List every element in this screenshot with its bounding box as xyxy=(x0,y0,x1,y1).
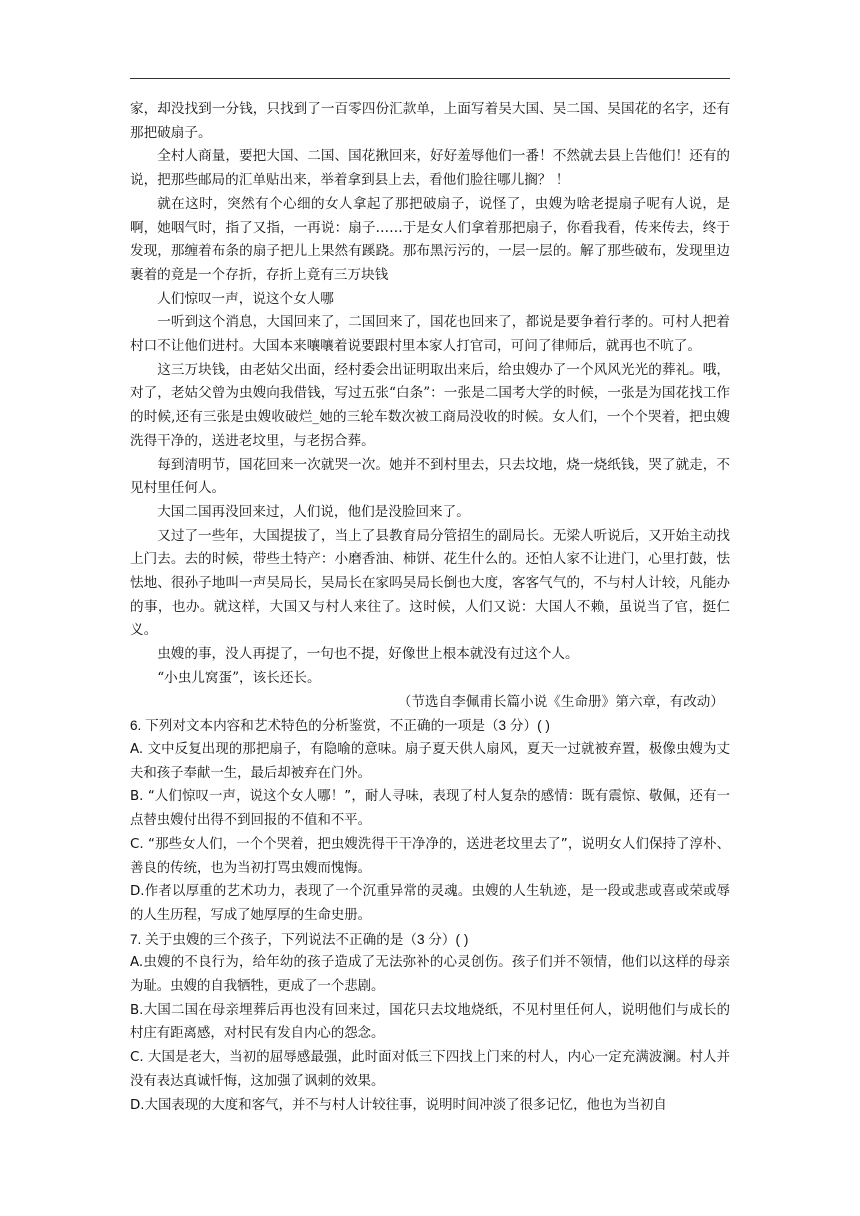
option-a: A. 文中反复出现的那把扇子，有隐喻的意味。扇子夏天供人扇风，夏天一过就被弃置，极像虫嫂为丈夫和孩子奉献一生，最后却被弃在门外。 xyxy=(130,741,730,781)
option-d: D.作者以厚重的艺术功力，表现了一个沉重异常的灵魂。虫嫂的人生轨迹，是一段或悲或喜或荣或辱的人生历程，写成了她厚厚的生命史册。 xyxy=(130,884,730,923)
passage-paragraph: 就在这时，突然有个心细的女人拿起了那把破扇子，说怪了，虫嫂为啥老提扇子呢有人说，是啊，她咽气时，指了又指，一再说：扇子……于是女人们拿着那把扇子，你看我看，传来传去，终于发现，那缠着布条的扇子把儿上果然有蹊跷。那布黑污污的，一层一层的。解了那些破布，发现里边裹着的竟是一个存折，存折上竟有三万块钱 xyxy=(130,195,730,283)
question-stem: 7. 关于虫嫂的三个孩子，下列说法不正确的是（3 分）( ) xyxy=(130,931,469,947)
option-c: C. “那些女人们，一个个哭着，把虫嫂洗得干干净净的，送进老坟里去了”，说明女人们保持了淳朴、善良的传统，也为当初打骂虫嫂而愧悔。 xyxy=(130,836,730,876)
passage-paragraph: 家，却没找到一分钱，只找到了一百零四份汇款单，上面写着吴大国、吴二国、吴国花的名字，还有那把破扇子。 xyxy=(130,101,730,141)
question-7 xyxy=(130,928,730,1118)
question-6 xyxy=(130,714,730,927)
passage-paragraph: 这三万块钱，由老姑父出面，经村委会出证明取出来后，给虫嫂办了一个风风光光的葬礼。哦，对了，老姑父曾为虫嫂向我借钱，写过五张“白条”：一张是二国考大学的时候，一张是为国花找工作的时候,还有三张是虫嫂收破烂_她的三轮车数次被工商局没收的时候。女人们，一个个哭着，把虫嫂洗得干净的，送进老坟里，与老拐合葬。 xyxy=(130,361,730,449)
passage-paragraph: 又过了一些年，大国提拔了，当上了县教育局分管招生的副局长。无梁人听说后，又开始主动找上门去。去的时候，带些土特产：小磨香油、柿饼、花生什么的。还怕人家不让进门，心里打鼓，怯怯地、很孙子地叫一声吴局长，吴局长在家吗吴局长倒也大度，客客气气的，不与村人计较，凡能办的事，也办。就这样，大国又与村人来往了。这时候，人们又说：大国人不赖，虽说当了官，挺仁义。 xyxy=(130,527,730,639)
passage-paragraph: 每到清明节，国花回来一次就哭一次。她并不到村里去，只去坟地，烧一烧纸钱，哭了就走，不见村里任何人。 xyxy=(130,456,730,497)
option-a: A.虫嫂的不良行为，给年幼的孩子造成了无法弥补的心灵创伤。孩子们并不领情，他们以这样的母亲为耻。虫嫂的自我牺牲，更成了一个悲剧。 xyxy=(130,955,730,995)
option-b: B. “人们惊叹一声，说这个女人哪！”，耐人寻味，表现了村人复杂的感情：既有震惊、敬佩，还有一点替虫嫂付出得不到回报的不值和不平。 xyxy=(130,789,730,829)
option-c: C. 大国是老大，当初的屈辱感最强，此时面对低三下四找上门来的村人，内心一定充满波澜。村人并没有表达真诚忏悔，这加强了讽刺的效果。 xyxy=(130,1050,730,1089)
passage-paragraph: 全村人商量，要把大国、二国、国花揪回来，好好羞辱他们一番！不然就去县上告他们！还有的说，把那些邮局的汇单贴出来，举着拿到县上去，看他们脸往哪儿搁？ ！ xyxy=(130,148,730,189)
passage xyxy=(130,98,730,691)
question-stem: 6. 下列对文本内容和艺术特色的分析鉴赏，不正确的一项是（3 分）( ) xyxy=(130,718,550,734)
option-d: D.大国表现的大度和客气，并不与村人计较往事，说明时间冲淡了很多记忆，他也为当初自 xyxy=(130,1097,667,1113)
source-citation: （节选自李佩甫长篇小说《生命册》第六章，有改动） xyxy=(397,693,724,710)
passage-paragraph: 一听到这个消息，大国回来了，二国回来了，国花也回来了，都说是要争着行孝的。可村人把着村口不让他们进村。大国本来嚷嚷着说要跟村里本家人打官司，可问了律师后，就再也不吭了。 xyxy=(130,314,730,355)
passage-paragraph: 虫嫂的事，没人再提了，一句也不提，好像世上根本就没有过这个人。 xyxy=(157,646,579,663)
passage-paragraph: 人们惊叹一声，说这个女人哪 xyxy=(157,290,334,307)
option-b: B.大国二国在母亲埋葬后再也没有回来过，国花只去坟地烧纸，不见村里任何人，说明他们与成长的村庄有距离感，对村民有发自内心的怨念。 xyxy=(130,1002,730,1042)
document-body xyxy=(130,98,730,1117)
passage-paragraph: 大国二国再没回来过，人们说，他们是没脸回来了。 xyxy=(157,503,470,520)
header-rule xyxy=(130,78,730,79)
passage-paragraph: “小虫儿窝蛋”，该长还长。 xyxy=(157,669,321,686)
